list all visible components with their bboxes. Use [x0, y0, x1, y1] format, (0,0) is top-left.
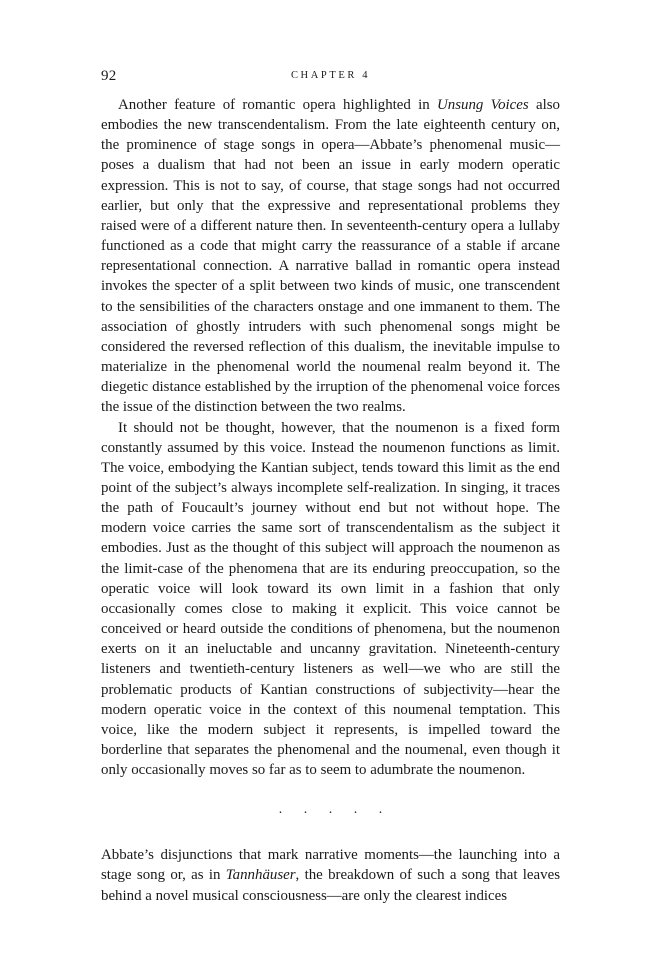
book-title-unsung-voices: Unsung Voices — [437, 97, 529, 113]
opera-title-tannhauser: Tannhäuser — [225, 867, 296, 884]
running-head — [101, 60, 560, 86]
page-number: 92 — [101, 68, 117, 84]
book-page — [101, 60, 560, 906]
paragraph-1 — [101, 95, 560, 418]
paragraph-3 — [101, 845, 560, 905]
paragraph-2: It should not be thought, however, that the noumenon is a fixed form constantly assumed by this voice. Instead the noumenon functions as limit. The voice, embodying the Kantian subject, tends toward this limit as the end point of the subject’s always incomplete self-realization. In singing, it traces the path of Foucault’s journey without end but not without hope. The modern voice carries the same sort of transcendentalism as the subject it embodies. Just as the thought of this subject will approach the noumenon as the limit-case of the phenomena that are its enduring preoccupation, so the operatic voice will look toward its own limit in a fashion that only occasionally comes close to making it explicit. This voice cannot be conceived or heard outside the conditions of phenomena, but the noumenon exerts on it an ineluctable and uncanny gravitation. Nineteenth-century listeners and twentieth-century listeners as well—we who are still the problematic products of Kantian constructions of subjectivity—hear the modern operatic voice in the context of this noumenal temptation. This voice, like the modern subject it represents, is impelled toward the borderline that separates the phenomenal and the noumenal, even though it only occasionally moves so far as to seem to adumbrate the noumenon. — [101, 419, 560, 779]
paragraph-1-text-a: Another feature of romantic opera highlighted in — [118, 97, 438, 113]
paragraph-3-text-b: , the breakdown of such a song that leaves behind a novel musical consciousness—are only the clearest indices — [101, 867, 560, 904]
paragraph-3-text-a: Abbate’s disjunctions that mark narrative moments—the launching into a stage song or, as in — [101, 847, 560, 884]
chapter-heading: CHAPTER 4 — [290, 70, 371, 81]
section-break-dots: . . . . . — [278, 802, 392, 818]
body-text — [101, 95, 560, 906]
paragraph-1-text-b: also embodies the new transcendentalism. From the late eighteenth century on, the prominence of stage songs in opera—Abbate’s phenomenal music—poses a dualism that had not been an issue in early modern operatic expression. This is not to say, of course, that stage songs had not occurred earlier, but only that the expressive and representational problems they raised were of a different nature then. In seventeenth-century opera a lullaby functioned as a code that might carry the reassurance of a stable if arcane representational connection. A narrative ballad in romantic opera instead invokes the specter of a split between two kinds of music, one transcendent to the sensibilities of the characters onstage and one immanent to them. The association of ghostly intruders with such phenomenal songs might be considered the reversed reflection of this dualism, the inevitable impulse to materialize in the phenomenal world the noumenal realm beyond it. The diegetic distance established by the irruption of the phenomenal voice forces the issue of the distinction between the two realms. — [101, 97, 560, 416]
